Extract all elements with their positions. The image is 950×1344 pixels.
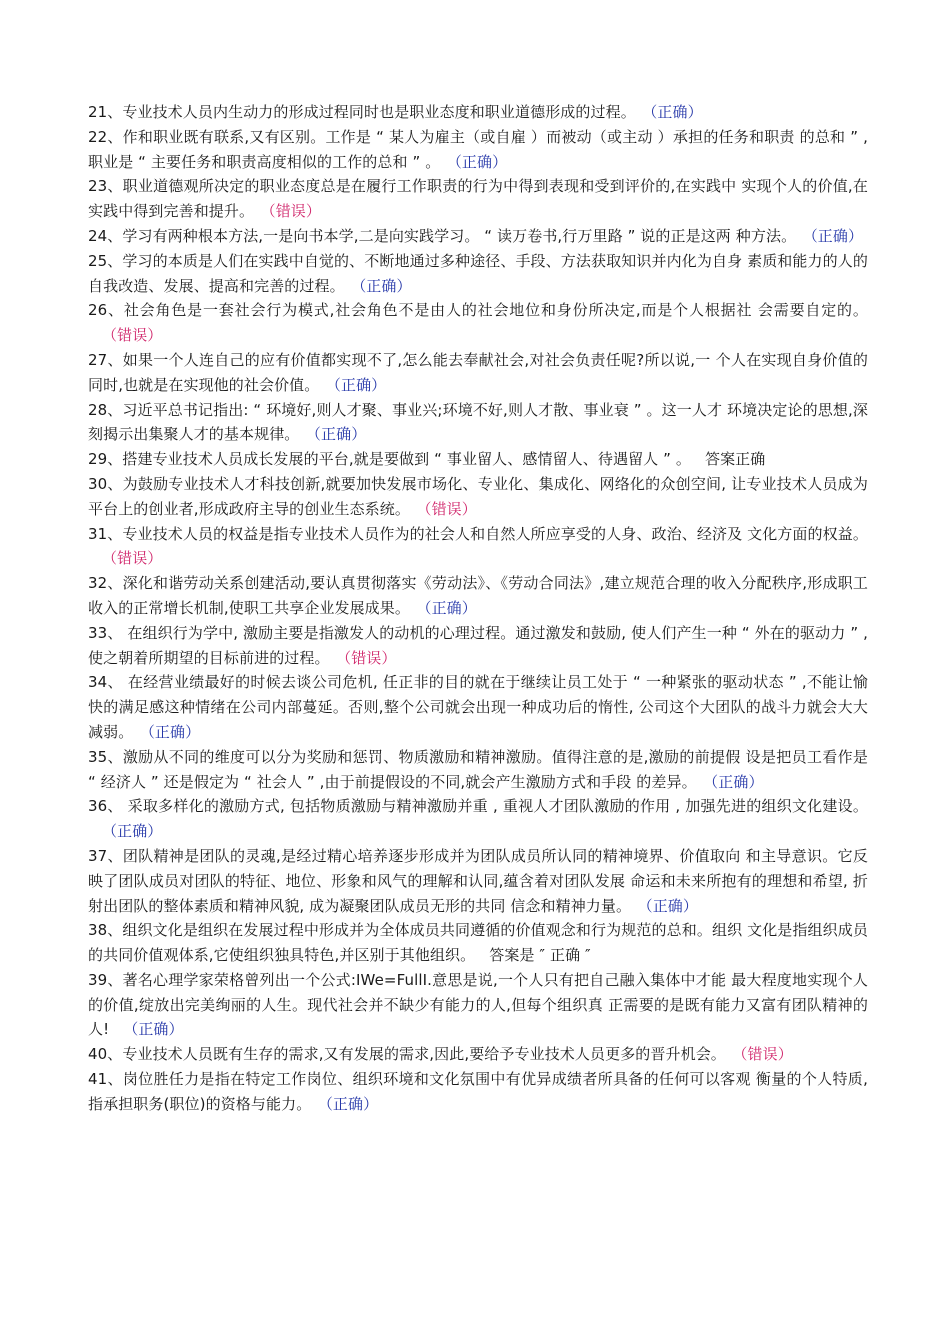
- answer-verdict: 答案正确: [704, 450, 766, 469]
- statement-text: 39、著名心理学家荣格曾列出一个公式:IWe=FullI.意思是说,一个人只有把自己融入集体中才能 最大程度地实现个人的价值,绽放出完美绚丽的人生。现代社会并不缺少有能力的人,但每个组织真 正需要的是既有能力又富有团队精神的人!: [88, 970, 868, 1039]
- statement-item: [88, 1067, 868, 1117]
- answer-verdict: （错误）: [423, 499, 477, 518]
- answer-verdict: （正确）: [358, 276, 412, 295]
- answer-verdict: （正确）: [313, 425, 367, 444]
- statement-text: 32、深化和谐劳动关系创建活动,要认真贯彻落实《劳动法》、《劳动合同法》,建立规范合理的收入分配秩序,形成职工收入的正常增长机制,使职工共享企业发展成果。: [88, 574, 868, 617]
- statement-item: [88, 670, 868, 744]
- statement-text: 31、专业技术人员的权益是指专业技术人员作为的社会人和自然人所应享受的人身、政治、经济及 文化方面的权益。: [88, 524, 868, 543]
- statement-text: 27、如果一个人连自己的应有价值都实现不了,怎么能去奉献社会,对社会负责任呢?所以说,一 个人在实现自身价值的同时,也就是在实现他的社会价值。: [88, 350, 868, 394]
- statement-text: 26、社会角色是一套社会行为模式,社会角色不是由人的社会地位和身份所决定,而是个人根据社 会需要自定的。: [88, 301, 868, 320]
- answer-verdict: （错误）: [343, 648, 397, 667]
- statement-item: [88, 249, 868, 299]
- statement-text: 34、 在经营业绩最好的时候去谈公司危机, 任正非的目的就在于继续让员工处于 “ 一种紧张的驱动状态 ” ,不能让愉快的满足感这种情绪在公司内部蔓延。否则,整个公司就会出现一种成功后的惰性, 公司这个大团队的战斗力就会大大减弱。: [88, 673, 868, 741]
- statement-text: 40、专业技术人员既有生存的需求,又有发展的需求,因此,要给予专业技术人员更多的晋升机会。: [88, 1045, 726, 1064]
- statement-item: [88, 398, 868, 448]
- answer-verdict: （错误）: [102, 549, 163, 568]
- answer-verdict: （正确）: [102, 822, 163, 841]
- answer-verdict: （正确）: [649, 103, 703, 121]
- answer-verdict: （正确）: [710, 772, 764, 791]
- statement-item: [88, 745, 868, 795]
- statement-item: [88, 348, 868, 398]
- answer-verdict: （错误）: [268, 202, 322, 221]
- statement-text: 33、 在组织行为学中, 激励主要是指激发人的动机的心理过程。通过激发和鼓励, 使人们产生一种 “ 外在的驱动力 ” ,使之朝着所期望的目标前进的过程。: [88, 623, 868, 667]
- statement-item: [88, 100, 868, 125]
- answer-verdict: （正确）: [147, 722, 201, 741]
- statement-text: 35、激励从不同的维度可以分为奖励和惩罚、物质激励和精神激励。值得注意的是,激励的前提假 设是把员工看作是 “ 经济人 ” 还是假定为 “ 社会人 ” ,由于前提假设的不同,就会产生激励方式和手段 的差异。: [88, 747, 868, 791]
- statement-text: 24、学习有两种根本方法,一是向书本学,二是向实践学习。 “ 读万卷书,行万里路 ” 说的正是这两 种方法。: [88, 226, 797, 245]
- statement-text: 29、搭建专业技术人员成长发展的平台,就是要做到 “ 事业留人、感情留人、待遇留人 ” 。: [88, 450, 691, 469]
- statement-item: [88, 968, 868, 1042]
- answer-verdict: （正确）: [123, 1020, 184, 1039]
- answer-verdict: （错误）: [102, 326, 163, 345]
- answer-verdict: （正确）: [454, 152, 508, 171]
- statement-text: 41、岗位胜任力是指在特定工作岗位、组织环境和文化氛围中有优异成绩者所具备的任何可以客观 衡量的个人特质,指承担职务(职位)的资格与能力。: [88, 1070, 868, 1113]
- statement-text: 37、团队精神是团队的灵魂,是经过精心培养逐步形成并为团队成员所认同的精神境界、价值取向 和主导意识。它反映了团队成员对团队的特征、地位、形象和风气的理解和认同,蕴含着对团队发展 命运和未来所抱有的理想和希望, 折射出团队的整体素质和精神风貌, 成为凝聚团队成员无形的共同 信念和精神力量。: [88, 846, 868, 915]
- statement-text: 36、 采取多样化的激励方式, 包括物质激励与精神激励并重 , 重视人才团队激励的作用 , 加强先进的组织文化建设。: [88, 797, 868, 816]
- statement-item: [88, 621, 868, 671]
- answer-verdict: （正确）: [645, 896, 699, 915]
- answer-verdict: 答案是 ″ 正确 ″: [489, 946, 591, 965]
- statement-item: [88, 447, 868, 472]
- statement-item: [88, 571, 868, 621]
- statement-text: 22、作和职业既有联系,又有区别。工作是 “ 某人为雇主（或自雇 ）而被动（或主动 ）承担的任务和职责 的总和 ” ,职业是 “ 主要任务和职责高度相似的工作的总和 ” 。: [88, 127, 868, 171]
- answer-verdict: （错误）: [739, 1045, 793, 1064]
- statement-text: 28、习近平总书记指出: “ 环境好,则人才聚、事业兴;环境不好,则人才散、事业衰 ” 。这一人才 环境决定论的思想,深刻揭示出集聚人才的基本规律。: [88, 400, 868, 444]
- statement-item: [88, 472, 868, 522]
- answer-verdict: （正确）: [423, 598, 477, 617]
- document-page: [88, 100, 868, 1117]
- answer-verdict: （正确）: [325, 1094, 379, 1113]
- statement-item: [88, 298, 868, 348]
- statement-item: [88, 1042, 868, 1067]
- statement-item: [88, 174, 868, 224]
- statement-text: 21、专业技术人员内生动力的形成过程同时也是职业态度和职业道德形成的过程。: [88, 103, 636, 121]
- answer-verdict: （正确）: [333, 375, 387, 394]
- statement-text: 38、组织文化是组织在发展过程中形成并为全体成员共同遵循的价值观念和行为规范的总和。组织 文化是指组织成员的共同价值观体系,它使组织独具特色,并区别于其他组织。: [88, 921, 868, 965]
- statement-item: [88, 918, 868, 968]
- statement-text: 23、职业道德观所决定的职业态度总是在履行工作职责的行为中得到表现和受到评价的,在实践中 实现个人的价值,在实践中得到完善和提升。: [88, 177, 868, 221]
- statement-item: [88, 794, 868, 844]
- statement-item: [88, 125, 868, 175]
- statement-item: [88, 522, 868, 572]
- statement-text: 25、学习的本质是人们在实践中自觉的、不断地通过多种途径、手段、方法获取知识并内化为自身 素质和能力的人的自我改造、发展、提高和完善的过程。: [88, 251, 868, 295]
- statement-text: 30、为鼓励专业技术人才科技创新,就要加快发展市场化、专业化、集成化、网络化的众创空间, 让专业技术人员成为平台上的创业者,形成政府主导的创业生态系统。: [88, 474, 868, 518]
- statement-item: [88, 224, 868, 249]
- answer-verdict: （正确）: [810, 226, 864, 245]
- statement-item: [88, 844, 868, 918]
